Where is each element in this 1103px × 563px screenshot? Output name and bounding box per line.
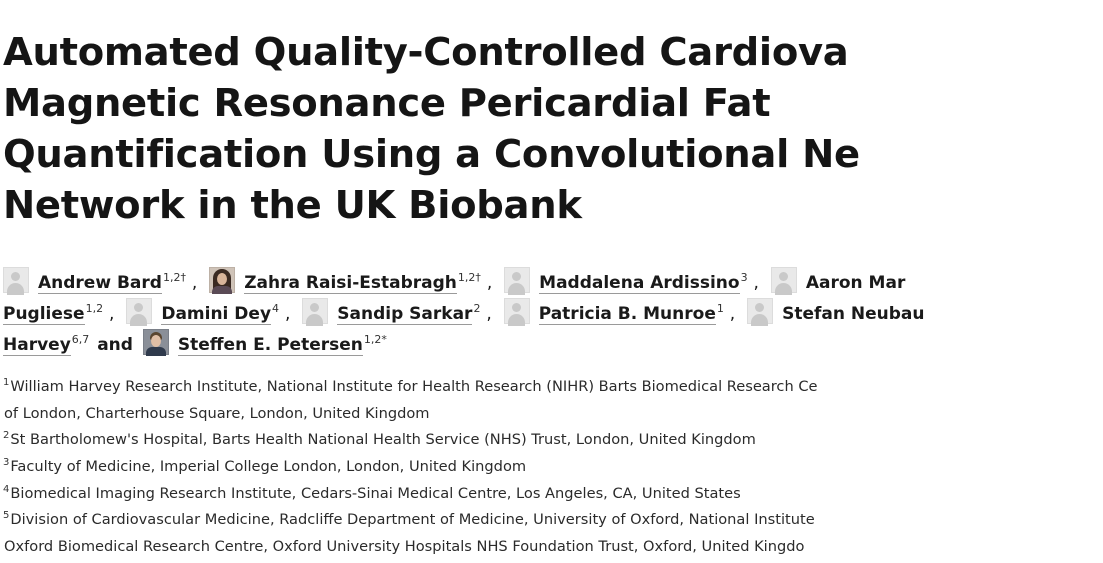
author-name[interactable]: Damini Dey — [161, 304, 272, 324]
author-photo — [209, 267, 235, 293]
affiliation-number: 1 — [3, 377, 10, 388]
affiliation-text: William Harvey Research Institute, National Institute for Health Research (NIHR) Barts Biomedical Research Ce — [10, 378, 818, 395]
author-affiliation-sup: 3 — [740, 271, 748, 284]
author-affiliation-sup: 4 — [272, 302, 280, 315]
author-line — [3, 324, 1103, 355]
author-line — [3, 293, 1103, 324]
title-line: Quantification Using a Convolutional Ne — [3, 132, 860, 177]
affiliation-number: 3 — [3, 457, 10, 469]
author-name[interactable]: Andrew Bard — [38, 273, 162, 293]
affiliation-number: 4 — [3, 483, 10, 495]
title-line: Network in the UK Biobank — [3, 183, 582, 228]
affiliation-text: of London, Charterhouse Square, London, United Kingdom — [4, 404, 430, 422]
affiliation-text: Oxford Biomedical Research Centre, Oxford University Hospitals NHS Foundation Trust, Oxford, United Kingdo — [4, 538, 805, 556]
author-separator: , — [729, 304, 736, 324]
user-placeholder-icon — [747, 298, 773, 324]
author-steffen-e-petersen[interactable] — [143, 335, 387, 355]
author-affiliation-sup: 1,2† — [162, 271, 186, 284]
author-name[interactable]: Pugliese — [3, 304, 85, 324]
affiliation-line — [3, 423, 1103, 450]
affiliation-number: 5 — [3, 510, 10, 522]
author-name[interactable]: Harvey — [3, 335, 71, 355]
title-line: Magnetic Resonance Pericardial Fat — [3, 81, 771, 126]
author-separator: , — [191, 273, 198, 293]
affiliation-number: 2 — [3, 430, 10, 442]
author-separator: , — [486, 273, 493, 293]
author-affiliation-sup: 6,7 — [71, 333, 90, 346]
author-andrew-bard[interactable] — [3, 273, 192, 293]
author-separator: and — [97, 335, 133, 355]
author-name[interactable]: Steffen E. Petersen — [177, 335, 363, 355]
affiliation-text: Biomedical Imaging Research Institute, Cedars-Sinai Medical Centre, Los Angeles, CA, United States — [10, 484, 741, 502]
affiliation-line — [3, 530, 1103, 557]
affiliation-text: Faculty of Medicine, Imperial College London, London, United Kingdom — [10, 458, 527, 476]
author-affiliation-sup: 1 — [716, 302, 724, 315]
author-stefan-neubau[interactable] — [747, 304, 924, 324]
title-line: Automated Quality-Controlled Cardiova — [3, 30, 849, 75]
author-photo — [143, 329, 169, 355]
user-placeholder-icon — [302, 298, 328, 324]
author-zahra-raisi-estabragh[interactable] — [209, 273, 487, 293]
author-affiliation-sup: 1,2* — [363, 333, 387, 346]
affiliation-line — [3, 397, 1103, 424]
author-affiliation-sup: 2 — [473, 302, 481, 315]
user-placeholder-icon — [126, 298, 152, 324]
author-name[interactable]: Stefan Neubau — [782, 304, 925, 324]
user-placeholder-icon — [771, 267, 797, 293]
affiliation-line — [3, 370, 1103, 397]
author-list — [3, 262, 1103, 355]
user-placeholder-icon — [504, 267, 530, 293]
affiliation-line — [3, 503, 1103, 530]
author-separator: , — [284, 304, 291, 324]
author-name[interactable]: Sandip Sarkar — [337, 304, 473, 324]
user-placeholder-icon — [504, 298, 530, 324]
user-placeholder-icon — [3, 267, 29, 293]
author-name[interactable]: Aaron Mar — [805, 273, 906, 293]
author-name[interactable]: Patricia B. Munroe — [538, 304, 716, 324]
author-line — [3, 262, 1103, 293]
affiliation-line — [3, 450, 1103, 477]
author-maddalena-ardissino[interactable] — [504, 273, 753, 293]
author-separator: , — [486, 304, 492, 324]
author-pugliese[interactable] — [3, 304, 109, 324]
author-separator: , — [109, 304, 115, 324]
author-aaron-mar[interactable] — [771, 273, 906, 293]
author-name[interactable]: Maddalena Ardissino — [539, 273, 740, 293]
author-harvey[interactable] — [3, 335, 95, 355]
author-damini-dey[interactable] — [126, 304, 285, 324]
author-affiliation-sup: 1,2 — [85, 302, 104, 315]
affiliation-text: St Bartholomew's Hospital, Barts Health National Health Service (NHS) Trust, London, United Kingdom — [10, 431, 756, 449]
author-separator: , — [753, 273, 759, 293]
affiliation-text: Division of Cardiovascular Medicine, Radcliffe Department of Medicine, University of Oxford, National Institute — [10, 511, 815, 529]
author-affiliation-sup: 1,2† — [457, 271, 481, 284]
affiliation-line — [3, 477, 1103, 504]
author-sandip-sarkar[interactable] — [302, 304, 486, 324]
article-title — [3, 27, 860, 231]
author-patricia-b-munroe[interactable] — [504, 304, 730, 324]
author-name[interactable]: Zahra Raisi-Estabragh — [244, 273, 457, 293]
affiliation-list — [3, 370, 1103, 557]
